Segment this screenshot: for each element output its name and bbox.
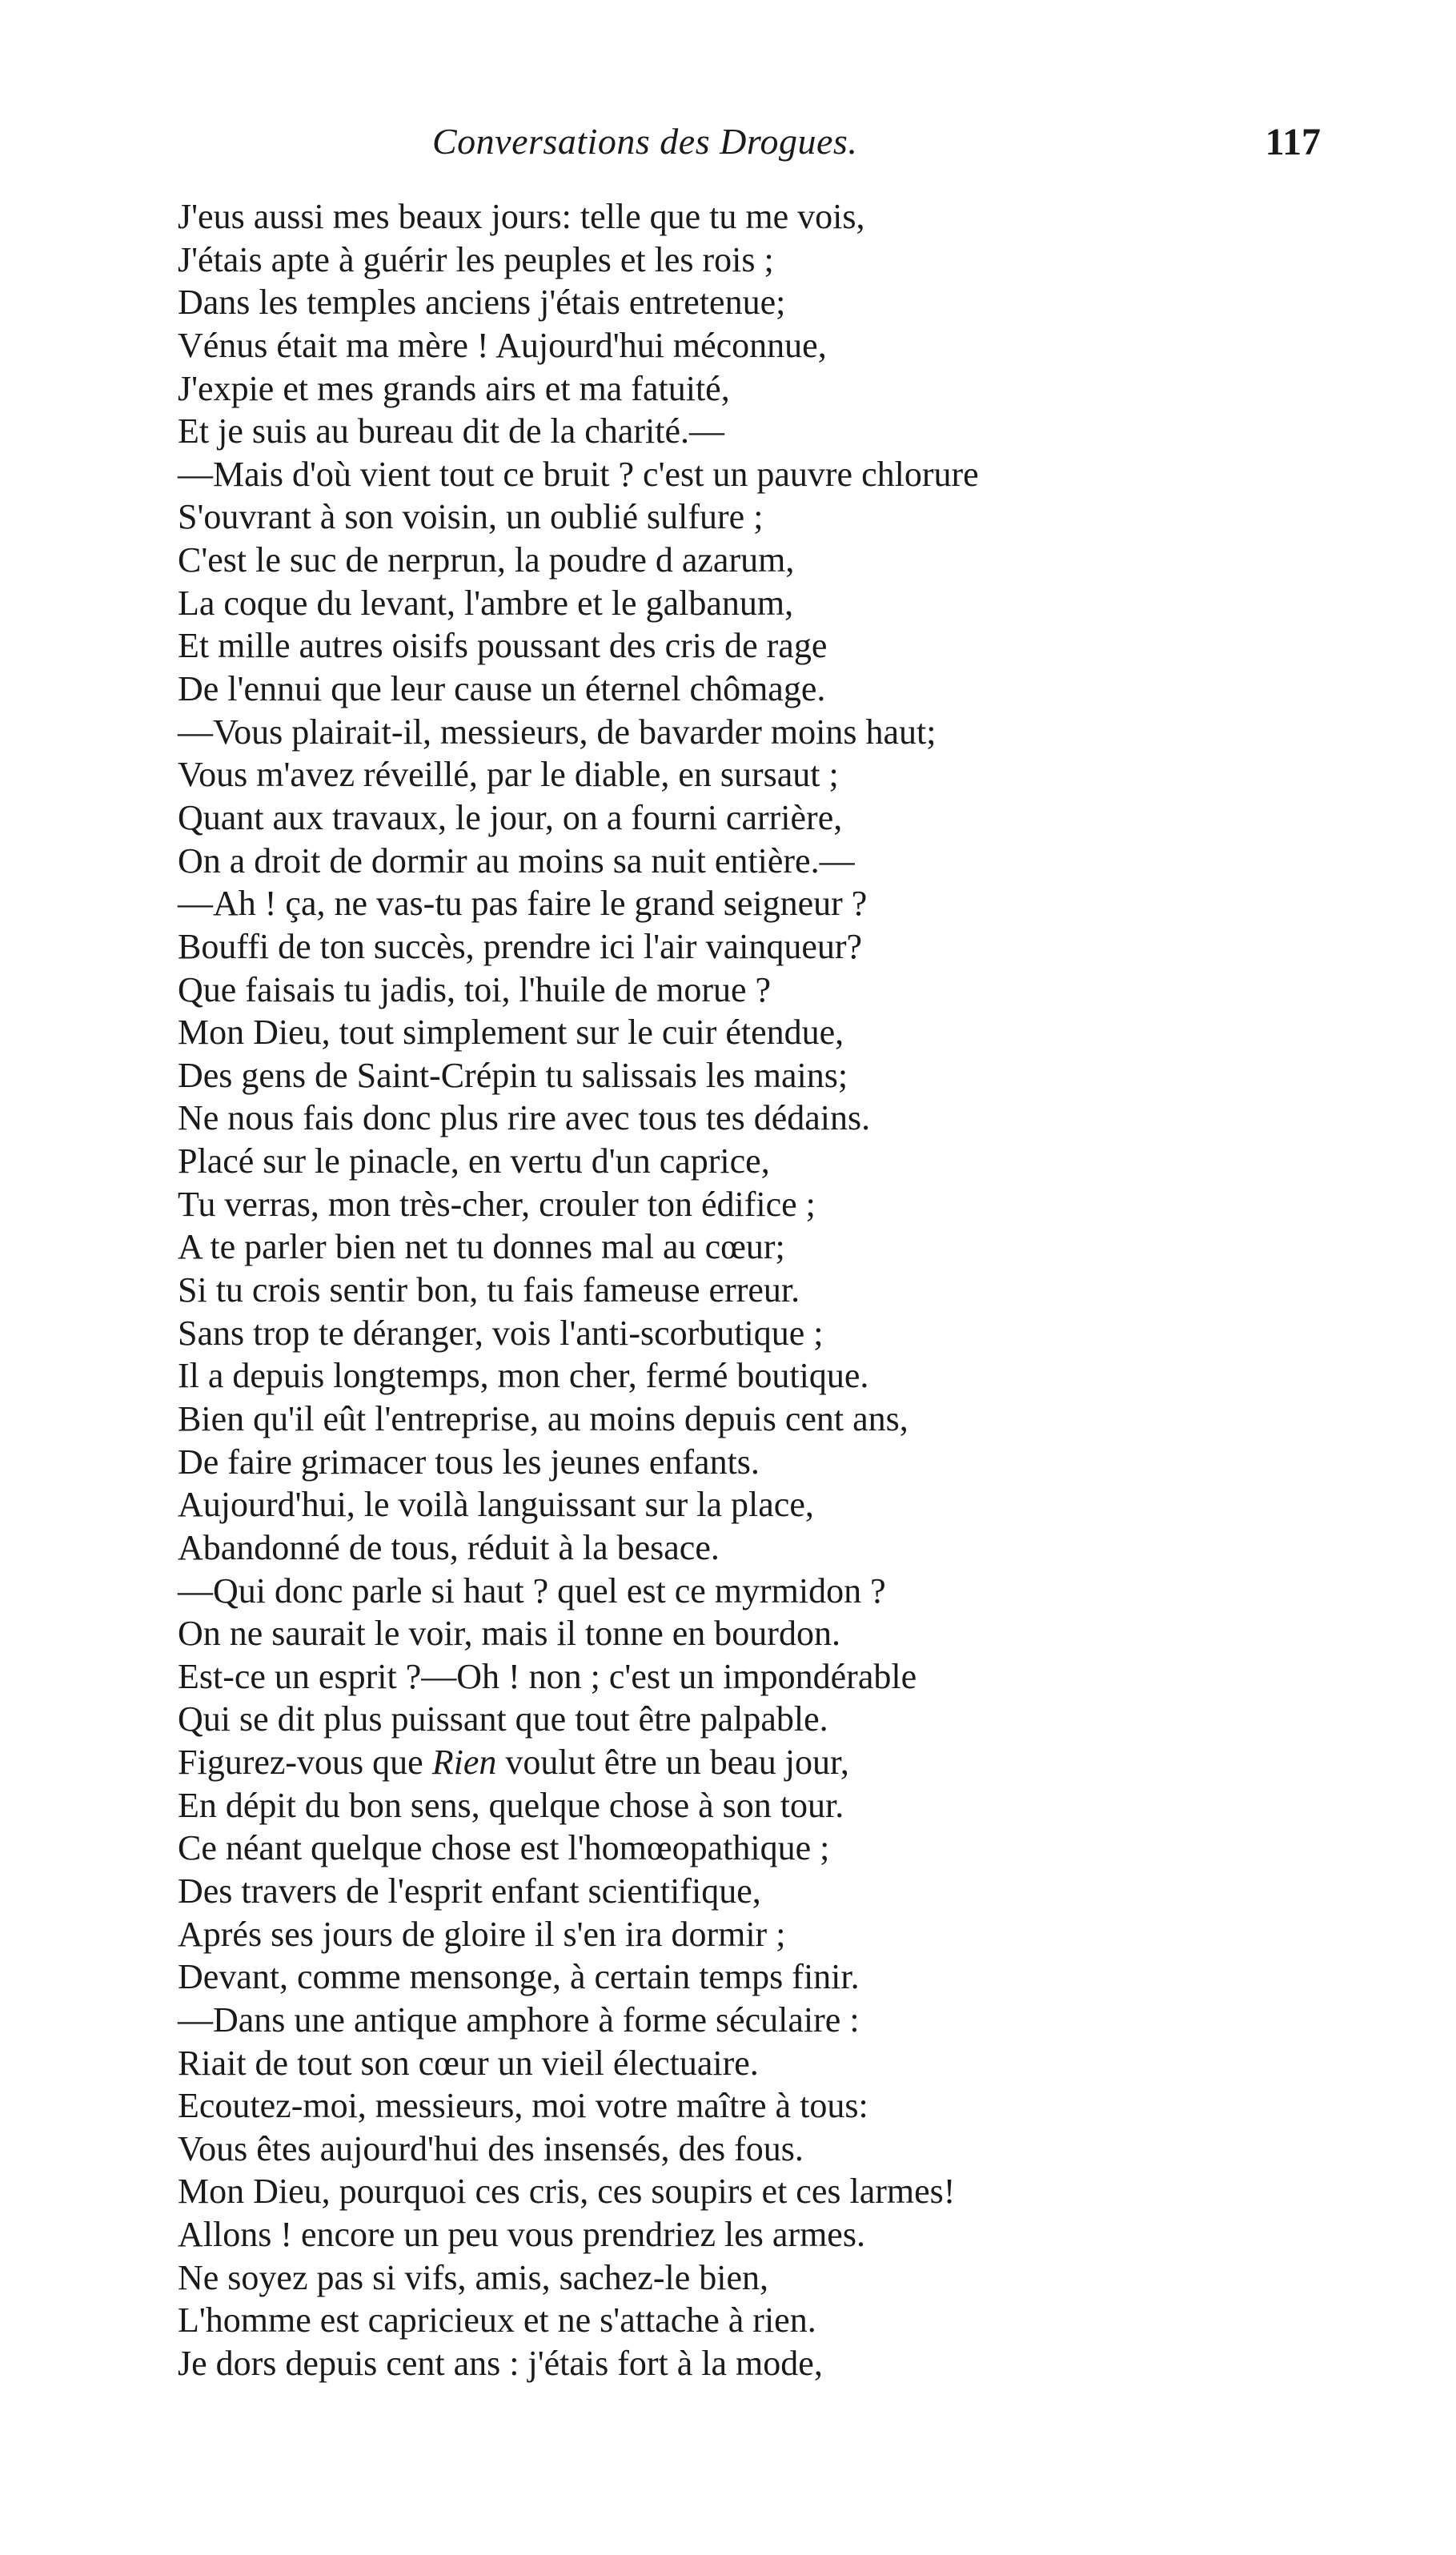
verse-line: A te parler bien net tu donnes mal au cœur; xyxy=(178,1227,785,1267)
verse-line: Et je suis au bureau dit de la charité.— xyxy=(178,411,724,451)
page-number: 117 xyxy=(1265,121,1321,163)
verse-line: Est-ce un esprit ?—Oh ! non ; c'est un impondérable xyxy=(178,1656,917,1696)
verse-line: On ne saurait le voir, mais il tonne en bourdon. xyxy=(178,1614,840,1654)
verse-line: —Ah ! ça, ne vas-tu pas faire le grand seigneur ? xyxy=(178,884,868,924)
verse-line: Vous êtes aujourd'hui des insensés, des fous. xyxy=(178,2128,804,2168)
verse-line: Vénus était ma mère ! Aujourd'hui méconnue, xyxy=(178,325,827,365)
verse-line: Devant, comme mensonge, à certain temps finir. xyxy=(178,1957,860,1997)
verse-line: Ne nous fais donc plus rire avec tous tes dédains. xyxy=(178,1098,871,1138)
verse-line: J'étais apte à guérir les peuples et les rois ; xyxy=(178,239,774,279)
verse-line-end: voulut être un beau jour, xyxy=(496,1743,849,1783)
verse-line: Il a depuis longtemps, mon cher, fermé boutique. xyxy=(178,1356,869,1396)
verse-line: Ce néant quelque chose est l'homœopathique ; xyxy=(178,1828,830,1868)
verse-line xyxy=(178,1741,1298,1784)
verse-line: Dans les temples anciens j'étais entretenue; xyxy=(178,283,786,323)
verse-line: Des gens de Saint-Crépin tu salissais les mains; xyxy=(178,1055,848,1095)
verse-line: —Mais d'où vient tout ce bruit ? c'est un pauvre chlorure xyxy=(178,454,979,494)
verse-line: Qui se dit plus puissant que tout être palpable. xyxy=(178,1699,828,1739)
verse-line: Quant aux travaux, le jour, on a fourni carrière, xyxy=(178,797,843,837)
verse-line: Allons ! encore un peu vous prendriez les armes. xyxy=(178,2215,865,2255)
verse-line: Bien qu'il eût l'entreprise, au moins depuis cent ans, xyxy=(178,1398,908,1438)
verse-line: Abandonné de tous, réduit à la besace. xyxy=(178,1527,720,1567)
verse-line: Vous m'avez réveillé, par le diable, en sursaut ; xyxy=(178,755,839,795)
verse-line: Riait de tout son cœur un vieil électuaire. xyxy=(178,2043,759,2083)
verse-line: Mon Dieu, tout simplement sur le cuir étendue, xyxy=(178,1013,844,1053)
verse-line: —Vous plairait-il, messieurs, de bavarder moins haut; xyxy=(178,712,937,752)
verse-line: Je dors depuis cent ans : j'étais fort à la mode, xyxy=(178,2344,823,2384)
verse-line: Bouffi de ton succès, prendre ici l'air vainqueur? xyxy=(178,926,863,966)
verse-line-start: Figurez-vous que xyxy=(178,1743,432,1783)
verse-line: Tu verras, mon très-cher, crouler ton édifice ; xyxy=(178,1184,816,1224)
verse-line: —Qui donc parle si haut ? quel est ce myrmidon ? xyxy=(178,1570,886,1610)
verse-line: Que faisais tu jadis, toi, l'huile de morue ? xyxy=(178,969,772,1009)
running-title: Conversations des Drogues. xyxy=(432,121,858,162)
verse-line: J'eus aussi mes beaux jours: telle que tu me vois, xyxy=(178,197,865,236)
verse-line: La coque du levant, l'ambre et le galbanum, xyxy=(178,583,794,623)
verse-line: S'ouvrant à son voisin, un oublié sulfure ; xyxy=(178,497,764,537)
verse-line: —Dans une antique amphore à forme séculaire : xyxy=(178,1999,860,2040)
verse-line: Aujourd'hui, le voilà languissant sur la place, xyxy=(178,1485,814,1525)
verse-italic-word: Rien xyxy=(431,1743,497,1783)
verse-line: Et mille autres oisifs poussant des cris de rage xyxy=(178,626,828,666)
verse-line: Si tu crois sentir bon, tu fais fameuse erreur. xyxy=(178,1270,800,1310)
verse-line: Mon Dieu, pourquoi ces cris, ces soupirs et ces larmes! xyxy=(178,2172,956,2212)
verse-line: De faire grimacer tous les jeunes enfants. xyxy=(178,1442,760,1482)
running-head xyxy=(184,120,1321,176)
verse-line: De l'ennui que leur cause un éternel chômage. xyxy=(178,669,826,709)
verse-line: J'expie et mes grands airs et ma fatuité, xyxy=(178,368,730,408)
verse-line: Aprés ses jours de gloire il s'en ira dormir ; xyxy=(178,1914,786,1954)
verse-line: C'est le suc de nerprun, la poudre d azarum, xyxy=(178,540,795,580)
poem-text xyxy=(178,195,1298,2385)
verse-line: Ecoutez-moi, messieurs, moi votre maître à tous: xyxy=(178,2086,868,2126)
verse-line: Ne soyez pas si vifs, amis, sachez-le bien, xyxy=(178,2257,768,2297)
verse-line: En dépit du bon sens, quelque chose à son tour. xyxy=(178,1785,844,1825)
verse-line: L'homme est capricieux et ne s'attache à rien. xyxy=(178,2300,816,2340)
verse-line: Sans trop te déranger, vois l'anti-scorbutique ; xyxy=(178,1313,824,1353)
verse-line: Placé sur le pinacle, en vertu d'un caprice, xyxy=(178,1141,770,1181)
verse-line: Des travers de l'esprit enfant scientifique, xyxy=(178,1871,761,1911)
verse-line: On a droit de dormir au moins sa nuit entière.— xyxy=(178,840,855,880)
